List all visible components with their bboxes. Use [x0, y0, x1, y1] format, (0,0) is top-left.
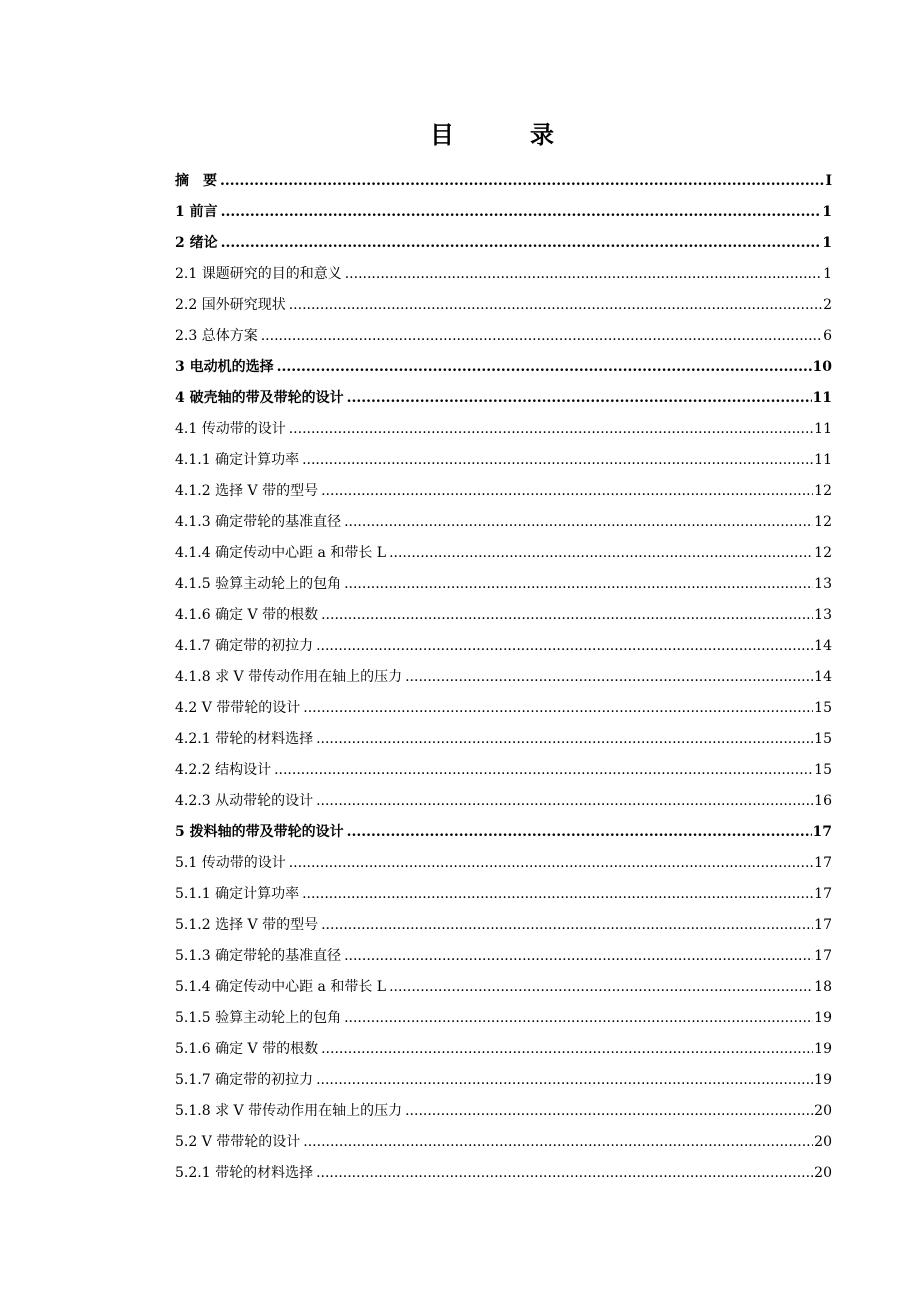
- toc-entry[interactable]: [175, 321, 832, 352]
- dot-leader: [261, 321, 822, 352]
- toc-entry-label: 2.3 总体方案: [175, 328, 258, 344]
- toc-entry-page-number: 2: [823, 297, 832, 313]
- toc-entry[interactable]: [175, 414, 832, 445]
- toc-entry-label: 5.1 传动带的设计: [175, 855, 286, 871]
- toc-entry-label: 5.1.1 确定计算功率: [175, 886, 300, 902]
- toc-entry-page-number: 17: [814, 948, 832, 964]
- toc-entry-page-number: 20: [814, 1103, 832, 1119]
- toc-entry-label: 4.2.2 结构设计: [175, 762, 272, 778]
- toc-entry[interactable]: [175, 569, 832, 600]
- toc-entry-label: 5.1.7 确定带的初拉力: [175, 1072, 314, 1088]
- toc-entry-label: 4.2.3 从动带轮的设计: [175, 793, 314, 809]
- dot-leader: [389, 538, 813, 569]
- toc-entry-page-number: 13: [814, 607, 832, 623]
- toc-entry[interactable]: [175, 507, 832, 538]
- dot-leader: [221, 197, 822, 228]
- toc-entry-page-number: 11: [814, 421, 832, 437]
- toc-entry[interactable]: [175, 383, 832, 414]
- toc-entry-page-number: 1: [822, 204, 832, 220]
- toc-entry-label: 4.1.4 确定传动中心距 a 和带长 L: [175, 545, 387, 561]
- dot-leader: [220, 166, 824, 197]
- toc-entry[interactable]: [175, 290, 832, 321]
- toc-entry-label: 2.2 国外研究现状: [175, 297, 286, 313]
- toc-entry[interactable]: [175, 259, 832, 290]
- dot-leader: [302, 879, 813, 910]
- toc-entry-label: 5.2.1 带轮的材料选择: [175, 1165, 314, 1181]
- toc-entry-label: 5 拨料轴的带及带轮的设计: [175, 824, 344, 840]
- toc-entry[interactable]: [175, 166, 832, 197]
- toc-entry-label: 4 破壳轴的带及带轮的设计: [175, 390, 344, 406]
- toc-entry-page-number: 18: [814, 979, 832, 995]
- toc-entry-page-number: 10: [812, 359, 832, 375]
- toc-entry-label: 2 绪论: [175, 235, 218, 251]
- toc-entry-page-number: 19: [814, 1041, 832, 1057]
- toc-entry-label: 4.1.1 确定计算功率: [175, 452, 300, 468]
- dot-leader: [347, 817, 812, 848]
- toc-entry-label: 4.1.5 验算主动轮上的包角: [175, 576, 342, 592]
- toc-entry-label: 4.1 传动带的设计: [175, 421, 286, 437]
- toc-entry-page-number: 14: [814, 638, 832, 654]
- toc-entry[interactable]: [175, 1096, 832, 1127]
- dot-leader: [405, 1096, 813, 1127]
- toc-entry-page-number: 19: [814, 1072, 832, 1088]
- toc-entry-label: 5.1.4 确定传动中心距 a 和带长 L: [175, 979, 387, 995]
- toc-entry-page-number: 17: [814, 886, 832, 902]
- toc-entry[interactable]: [175, 445, 832, 476]
- toc-entry-page-number: 17: [812, 824, 832, 840]
- toc-entry[interactable]: [175, 1127, 832, 1158]
- toc-list: [175, 166, 832, 1189]
- toc-entry-label: 4.1.8 求 V 带传动作用在轴上的压力: [175, 669, 403, 685]
- toc-entry-page-number: I: [825, 173, 832, 189]
- toc-entry[interactable]: [175, 1158, 832, 1189]
- toc-entry[interactable]: [175, 755, 832, 786]
- toc-entry-label: 5.1.8 求 V 带传动作用在轴上的压力: [175, 1103, 403, 1119]
- dot-leader: [321, 1034, 813, 1065]
- toc-entry-page-number: 12: [814, 514, 832, 530]
- dot-leader: [316, 1065, 813, 1096]
- toc-entry-page-number: 20: [814, 1165, 832, 1181]
- toc-entry[interactable]: [175, 352, 832, 383]
- toc-entry-page-number: 17: [814, 917, 832, 933]
- dot-leader: [389, 972, 813, 1003]
- dot-leader: [321, 600, 813, 631]
- toc-entry-page-number: 19: [814, 1010, 832, 1026]
- toc-entry-label: 5.1.6 确定 V 带的根数: [175, 1041, 319, 1057]
- toc-entry[interactable]: [175, 197, 832, 228]
- toc-entry-label: 5.1.2 选择 V 带的型号: [175, 917, 319, 933]
- toc-entry[interactable]: [175, 724, 832, 755]
- toc-entry-page-number: 1: [823, 266, 832, 282]
- dot-leader: [344, 507, 813, 538]
- dot-leader: [321, 476, 813, 507]
- dot-leader: [321, 910, 813, 941]
- toc-entry[interactable]: [175, 817, 832, 848]
- dot-leader: [274, 755, 813, 786]
- toc-title: 目 录: [430, 121, 580, 149]
- toc-entry[interactable]: [175, 786, 832, 817]
- toc-entry-label: 5.1.3 确定带轮的基准直径: [175, 948, 342, 964]
- toc-entry-label: 5.1.5 验算主动轮上的包角: [175, 1010, 342, 1026]
- dot-leader: [345, 259, 822, 290]
- dot-leader: [303, 693, 813, 724]
- toc-entry[interactable]: [175, 910, 832, 941]
- toc-entry-page-number: 15: [814, 731, 832, 747]
- dot-leader: [302, 445, 813, 476]
- toc-entry-page-number: 12: [814, 545, 832, 561]
- toc-entry[interactable]: [175, 941, 832, 972]
- toc-entry-page-number: 6: [823, 328, 832, 344]
- dot-leader: [344, 1003, 813, 1034]
- toc-entry-label: 摘 要: [175, 173, 217, 189]
- toc-entry-label: 4.2.1 带轮的材料选择: [175, 731, 314, 747]
- dot-leader: [289, 290, 822, 321]
- toc-entry-page-number: 15: [814, 762, 832, 778]
- toc-entry-label: 4.1.3 确定带轮的基准直径: [175, 514, 342, 530]
- toc-entry[interactable]: [175, 1034, 832, 1065]
- toc-entry[interactable]: [175, 1003, 832, 1034]
- dot-leader: [344, 941, 813, 972]
- toc-entry-page-number: 14: [814, 669, 832, 685]
- toc-entry-page-number: 11: [814, 452, 832, 468]
- toc-entry[interactable]: [175, 972, 832, 1003]
- toc-entry-page-number: 20: [814, 1134, 832, 1150]
- dot-leader: [289, 414, 813, 445]
- dot-leader: [316, 724, 813, 755]
- toc-entry[interactable]: [175, 662, 832, 693]
- toc-entry-label: 4.1.2 选择 V 带的型号: [175, 483, 319, 499]
- toc-entry[interactable]: [175, 1065, 832, 1096]
- toc-entry[interactable]: [175, 631, 832, 662]
- toc-entry[interactable]: [175, 476, 832, 507]
- dot-leader: [303, 1127, 813, 1158]
- toc-entry-label: 1 前言: [175, 204, 218, 220]
- toc-entry-page-number: 11: [812, 390, 832, 406]
- toc-entry-page-number: 15: [814, 700, 832, 716]
- dot-leader: [344, 569, 813, 600]
- toc-entry-page-number: 1: [822, 235, 832, 251]
- toc-entry[interactable]: [175, 600, 832, 631]
- dot-leader: [316, 1158, 813, 1189]
- toc-entry-label: 4.1.7 确定带的初拉力: [175, 638, 314, 654]
- toc-entry-page-number: 17: [814, 855, 832, 871]
- toc-entry[interactable]: [175, 538, 832, 569]
- toc-entry-label: 2.1 课题研究的目的和意义: [175, 266, 342, 282]
- toc-entry-label: 4.1.6 确定 V 带的根数: [175, 607, 319, 623]
- dot-leader: [347, 383, 812, 414]
- toc-entry[interactable]: [175, 879, 832, 910]
- dot-leader: [316, 786, 813, 817]
- dot-leader: [277, 352, 812, 383]
- dot-leader: [405, 662, 813, 693]
- toc-entry-page-number: 13: [814, 576, 832, 592]
- toc-entry-page-number: 12: [814, 483, 832, 499]
- toc-entry[interactable]: [175, 848, 832, 879]
- toc-entry-label: 5.2 V 带带轮的设计: [175, 1134, 301, 1150]
- toc-entry[interactable]: [175, 228, 832, 259]
- toc-entry-label: 3 电动机的选择: [175, 359, 274, 375]
- dot-leader: [289, 848, 813, 879]
- toc-entry-page-number: 16: [814, 793, 832, 809]
- toc-entry[interactable]: [175, 693, 832, 724]
- dot-leader: [221, 228, 822, 259]
- dot-leader: [316, 631, 813, 662]
- toc-entry-label: 4.2 V 带带轮的设计: [175, 700, 301, 716]
